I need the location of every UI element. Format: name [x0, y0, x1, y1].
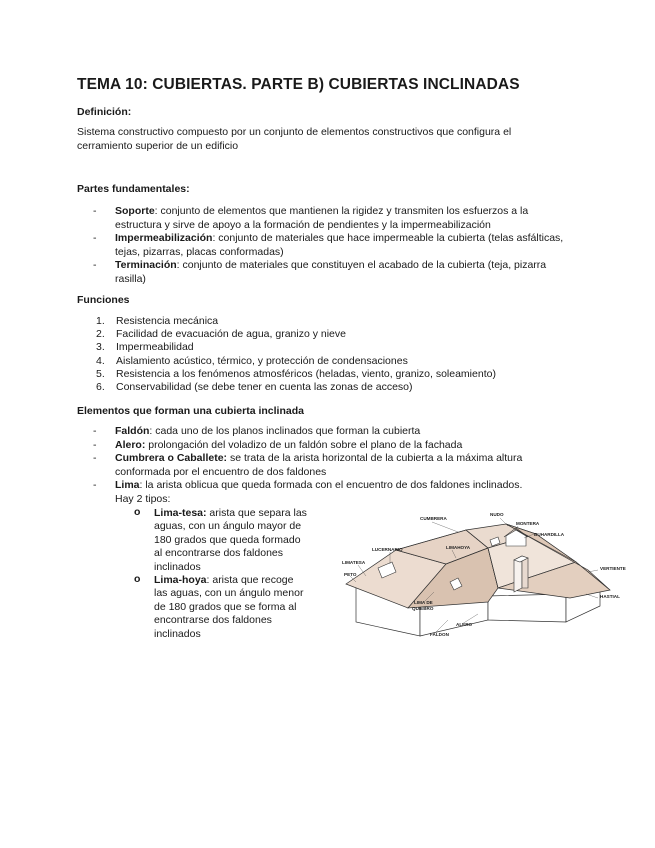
circle-bullet: o: [134, 506, 141, 518]
lima-tipos-list: [134, 507, 318, 641]
label-lima-de: LIMA DE: [414, 600, 433, 605]
item-text-cont: inclinados: [154, 627, 201, 640]
list-item: [93, 232, 575, 259]
item-number: 4.: [96, 354, 105, 367]
term: Alero:: [115, 438, 146, 451]
item-number: 2.: [96, 328, 105, 341]
page-title: TEMA 10: CUBIERTAS. PARTE B) CUBIERTAS INCLINADAS: [77, 76, 520, 93]
list-item: [96, 381, 496, 394]
item-number: 1.: [96, 315, 105, 327]
item-text: Facilidad de evacuación de agua, granizo y nieve: [116, 328, 346, 341]
item-text: Conservabilidad (se debe tener en cuenta las zonas de acceso): [116, 381, 413, 394]
item-text: : la arista oblicua que queda formada con el encuentro de dos faldones inclinados.: [139, 479, 523, 491]
term: Terminación: [115, 259, 177, 271]
item-text-cont: estructura y sirve de apoyo a la formación de pendientes y la impermeabilización: [115, 218, 491, 231]
item-text-cont: 180 grados que queda formado: [154, 533, 301, 546]
item-text-cont: conformada por el encuentro de dos faldones: [115, 465, 327, 478]
roof-diagram: [338, 510, 626, 640]
item-text-cont: las aguas, con un ángulo menor: [154, 587, 304, 600]
dash-bullet: -: [93, 205, 97, 217]
item-text-cont: tejas, pizarras, placas conformadas): [115, 245, 284, 258]
label-hastial: HASTIAL: [600, 594, 620, 599]
dash-bullet: -: [93, 259, 97, 271]
term: Lima-tesa:: [154, 507, 207, 519]
term: Soporte: [115, 205, 155, 217]
label-quiebro: QUIEBRO: [412, 606, 434, 611]
term: Lima-hoya: [154, 574, 207, 587]
item-text: : conjunto de materiales que constituyen el acabado de la cubierta (teja, pizarra: [176, 259, 547, 271]
list-item: [134, 507, 318, 574]
item-text: Resistencia a los fenómenos atmosféricos (heladas, viento, granizo, soleamiento): [116, 367, 496, 380]
chimney: [514, 556, 528, 592]
circle-bullet: o: [134, 573, 141, 586]
dash-bullet: -: [93, 232, 97, 244]
item-text: : cada uno de los planos inclinados que forman la cubierta: [149, 425, 421, 437]
list-item: [134, 574, 318, 641]
elementos-list: [93, 425, 575, 506]
item-number: 3.: [96, 341, 105, 354]
label-vertiente: VERTIENTE: [600, 566, 626, 571]
definicion-text: [77, 125, 547, 153]
term: Cumbrera o Caballete:: [115, 452, 228, 464]
list-item: [93, 425, 575, 439]
funciones-heading: Funciones: [77, 294, 130, 306]
item-text: arista que separa las: [206, 507, 307, 519]
item-text: prolongación del voladizo de un faldón sobre el plano de la fachada: [145, 438, 463, 451]
list-item: [93, 439, 575, 453]
item-text: Resistencia mecánica: [116, 315, 219, 327]
dash-bullet: -: [93, 438, 97, 451]
label-alero: ALERO: [456, 622, 473, 627]
item-text: se trata de la arista horizontal de la cubierta a la máxima altura: [227, 452, 523, 464]
label-buhardilla: BUHARDILLA: [534, 532, 565, 537]
elementos-heading: Elementos que forman una cubierta inclinada: [77, 405, 304, 417]
list-item: [96, 341, 496, 354]
item-text: : conjunto de elementos que mantienen la rigidez y transmiten los esfuerzos a la: [154, 205, 529, 217]
term: Lima: [115, 479, 140, 491]
label-lucernario: LUCERNARIO: [372, 547, 403, 552]
list-item: [93, 259, 575, 286]
item-text-cont: encontrarse dos faldones: [154, 614, 272, 627]
item-text: : conjunto de materiales que hace impermeable la cubierta (telas asfálticas,: [212, 232, 564, 244]
definicion-line-2: cerramiento superior de un edificio: [77, 140, 239, 152]
label-faldon: FALDON: [430, 632, 449, 637]
item-text-cont: Hay 2 tipos:: [115, 492, 171, 505]
label-limahoya: LIMAHOYA: [446, 545, 471, 550]
definicion-heading: Definición:: [77, 106, 132, 118]
definicion-line-1: Sistema constructivo compuesto por un conjunto de elementos constructivos que configura el: [77, 126, 512, 138]
term: Impermeabilización: [115, 232, 213, 244]
list-item: [93, 452, 575, 479]
item-text-cont: al encontrarse dos faldones: [154, 547, 283, 560]
dash-bullet: -: [93, 479, 97, 491]
label-nudo: NUDO: [490, 512, 504, 517]
item-number: 6.: [96, 381, 105, 394]
item-text: Impermeabilidad: [116, 341, 194, 354]
item-text: Aislamiento acústico, térmico, y protección de condensaciones: [116, 354, 408, 367]
term: Faldón: [115, 425, 150, 437]
label-cumbrera: CUMBRERA: [420, 516, 447, 521]
item-text-cont: aguas, con un ángulo mayor de: [154, 520, 302, 533]
item-number: 5.: [96, 367, 105, 380]
list-item: [96, 315, 496, 328]
list-item: [96, 355, 496, 368]
list-item: [93, 479, 575, 506]
list-item: [96, 328, 496, 341]
item-text-cont: inclinados: [154, 560, 201, 573]
partes-list: [93, 205, 575, 286]
label-limatesa: LIMATESA: [342, 560, 366, 565]
item-text: : arista que recoge: [206, 574, 294, 587]
dash-bullet: -: [93, 452, 97, 464]
label-peto: PETO: [344, 572, 357, 577]
item-text-cont: rasilla): [115, 272, 146, 285]
list-item: [96, 368, 496, 381]
dash-bullet: -: [93, 425, 97, 437]
label-montera: MONTERA: [516, 521, 540, 526]
funciones-list: [96, 315, 496, 394]
partes-heading: Partes fundamentales:: [77, 183, 190, 195]
item-text-cont: de 180 grados que se forma al: [154, 600, 297, 613]
list-item: [93, 205, 575, 232]
